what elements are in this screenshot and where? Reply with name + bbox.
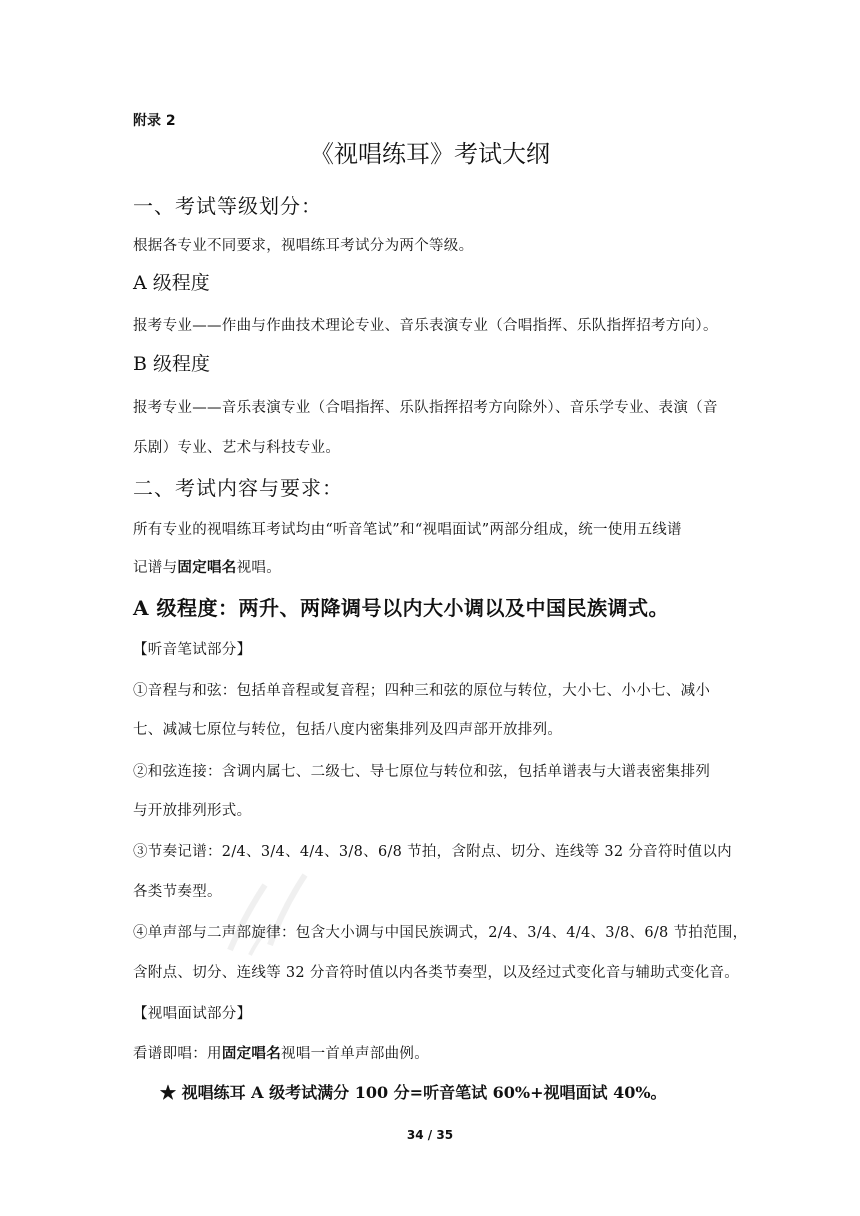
intro-text-post: 视唱。 — [236, 560, 282, 576]
level-a-requirements-heading: A 级程度：两升、两降调号以内大小调以及中国民族调式。 — [133, 596, 669, 620]
score-summary: ★ 视唱练耳 A 级考试满分 100 分=听音笔试 60%+视唱面试 40%。 — [160, 1083, 667, 1102]
level-a-heading: A 级程度 — [133, 272, 210, 294]
item1-line1: ①音程与和弦：包括单音程或复音程；四种三和弦的原位与转位，大小七、小小七、减小 — [133, 683, 711, 699]
fixed-solfege-emphasis: 固定唱名 — [177, 559, 237, 576]
intro-text-pre: 记谱与 — [133, 560, 178, 576]
section2-heading: 二、考试内容与要求： — [133, 476, 343, 500]
section2-intro-line2 — [133, 556, 281, 577]
appendix-label: 附录 2 — [133, 113, 176, 129]
listening-section-label: 【听音笔试部分】 — [133, 642, 252, 658]
level-a-text: 报考专业——作曲与作曲技术理论专业、音乐表演专业（合唱指挥、乐队指挥招考方向）。 — [133, 318, 718, 334]
level-b-heading: B 级程度 — [133, 353, 211, 375]
item3-line1: ③节奏记谱：2/4、3/4、4/4、3/8、6/8 节拍，含附点、切分、连线等 32 分音符时值以内 — [133, 844, 732, 860]
level-b-text-line2: 乐剧）专业、艺术与科技专业。 — [133, 440, 341, 456]
page-number: 34 / 35 — [406, 1128, 454, 1142]
level-b-text-line1: 报考专业——音乐表演专业（合唱指挥、乐队指挥招考方向除外）、音乐学专业、表演（音 — [133, 400, 718, 416]
sight-text-pre: 看谱即唱：用 — [133, 1046, 222, 1062]
sight-singing-text — [133, 1042, 429, 1063]
item4-line1: ④单声部与二声部旋律：包含大小调与中国民族调式，2/4、3/4、4/4、3/8、6/8 节拍范围， — [133, 925, 748, 941]
page-title: 《视唱练耳》考试大纲 — [310, 140, 550, 168]
item3-line2: 各类节奏型。 — [133, 884, 222, 900]
watermark-logo — [210, 855, 330, 965]
section2-intro-line1: 所有专业的视唱练耳考试均由“听音笔试”和“视唱面试”两部分组成，统一使用五线谱 — [133, 522, 682, 538]
item2-line2: 与开放排列形式。 — [133, 803, 252, 819]
section1-heading: 一、考试等级划分： — [133, 194, 322, 218]
fixed-solfege-emphasis-2: 固定唱名 — [221, 1045, 282, 1062]
sight-singing-section-label: 【视唱面试部分】 — [133, 1006, 252, 1022]
sight-text-post: 视唱一首单声部曲例。 — [281, 1046, 430, 1062]
item2-line1: ②和弦连接：含调内属七、二级七、导七原位与转位和弦，包括单谱表与大谱表密集排列 — [133, 764, 711, 780]
item1-line2: 七、减减七原位与转位，包括八度内密集排列及四声部开放排列。 — [133, 722, 563, 738]
item4-line2: 含附点、切分、连线等 32 分音符时值以内各类节奏型，以及经过式变化音与辅助式变化音。 — [133, 965, 740, 981]
section1-intro: 根据各专业不同要求，视唱练耳考试分为两个等级。 — [133, 238, 474, 254]
